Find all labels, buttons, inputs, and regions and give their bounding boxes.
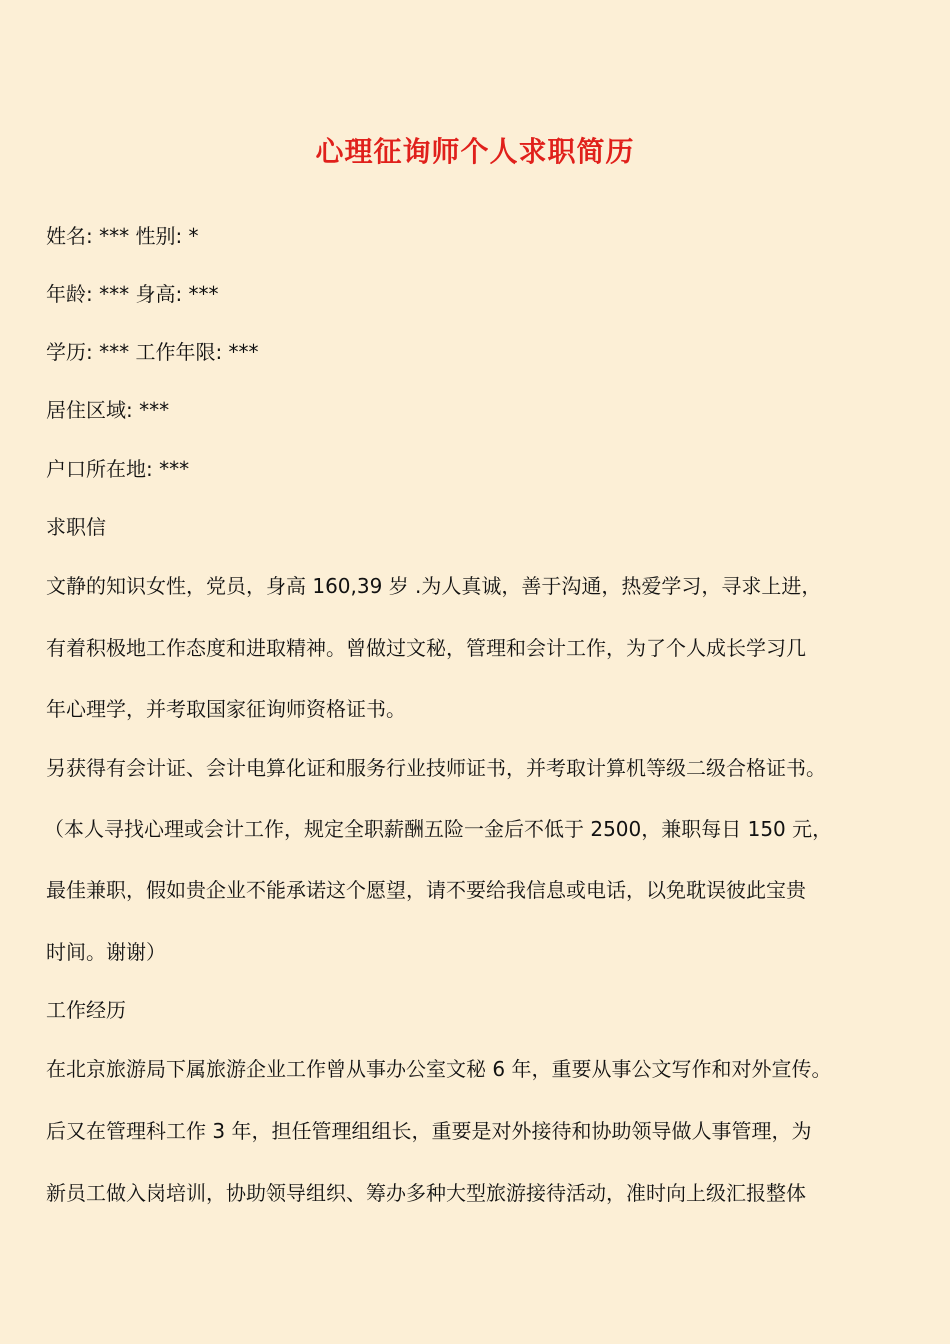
work-experience-line: 后又在管理科工作 3 年，担任管理组组长，重要是对外接待和协助领导做人事管理，为 bbox=[46, 1119, 812, 1143]
cover-letter-line: 文静的知识女性，党员，身高 160,39 岁 .为人真诚，善于沟通，热爱学习，寻求上进， bbox=[46, 574, 822, 598]
cover-letter-line: 另获得有会计证、会计电算化证和服务行业技师证书，并考取计算机等级二级合格证书。 bbox=[46, 756, 826, 780]
work-experience-heading: 工作经历 bbox=[46, 998, 126, 1022]
info-hukou: 户口所在地: *** bbox=[46, 457, 190, 481]
cover-letter-heading: 求职信 bbox=[46, 515, 106, 539]
work-experience-line: 在北京旅游局下属旅游企业工作曾从事办公室文秘 6 年，重要从事公文写作和对外宣传。 bbox=[46, 1057, 832, 1081]
info-age-height: 年龄: *** 身高: *** bbox=[46, 282, 219, 306]
page-title: 心理征询师个人求职简历 bbox=[315, 135, 635, 168]
info-name-gender: 姓名: *** 性别: * bbox=[46, 224, 199, 248]
cover-letter-line: 时间。谢谢） bbox=[46, 940, 166, 964]
cover-letter-line: 最佳兼职，假如贵企业不能承诺这个愿望，请不要给我信息或电话，以免耽误彼此宝贵 bbox=[46, 878, 806, 902]
info-education-experience: 学历: *** 工作年限: *** bbox=[46, 340, 259, 364]
cover-letter-line: 年心理学，并考取国家征询师资格证书。 bbox=[46, 697, 406, 721]
cover-letter-line: （本人寻找心理或会计工作，规定全职薪酬五险一金后不低于 2500，兼职每日 150 元， bbox=[44, 817, 833, 841]
work-experience-line: 新员工做入岗培训，协助领导组织、筹办多种大型旅游接待活动，准时向上级汇报整体 bbox=[46, 1181, 806, 1205]
cover-letter-line: 有着积极地工作态度和进取精神。曾做过文秘，管理和会计工作，为了个人成长学习几 bbox=[46, 636, 806, 660]
info-residence: 居住区域: *** bbox=[46, 398, 170, 422]
